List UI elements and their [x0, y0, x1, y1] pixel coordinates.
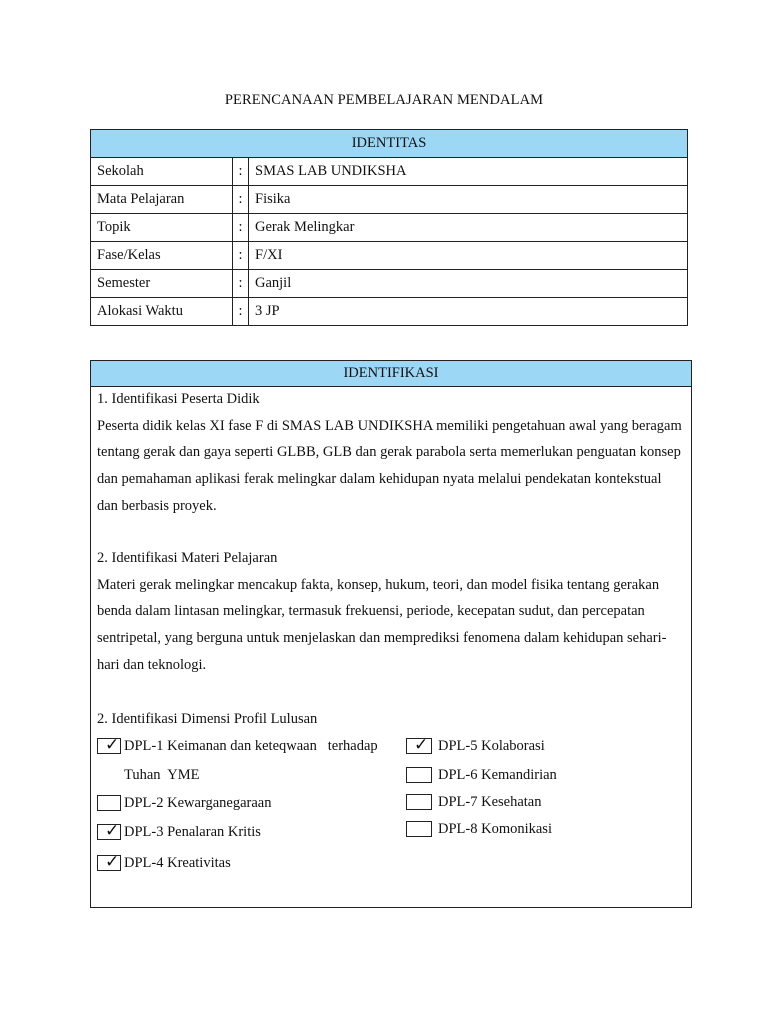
materi-text: Materi gerak melingkar mencakup fakta, konsep, hukum, teori, dan model fisika tentang gerakan benda dalam lintasan melingkar, termasuk frekuensi, periode, kecepatan sudut, dan percepatan sentripetal, yang berguna untuk menjelaskan dan memprediksi fenomena dalam kehidupan sehari-hari dan teknologi. — [97, 576, 667, 673]
dpl-1-label-line2: Tuhan YME — [124, 767, 200, 783]
dimensi-section — [97, 706, 685, 733]
dpl-8-label: DPL-8 Komonikasi — [438, 821, 552, 837]
dpl-item-2 — [97, 794, 272, 812]
check-icon: ✓ — [105, 821, 120, 840]
check-icon: ✓ — [414, 735, 429, 754]
table-row — [91, 298, 688, 326]
identitas-header: IDENTITAS — [91, 130, 688, 158]
dpl-item-4 — [97, 854, 231, 872]
row-label: Sekolah — [91, 158, 233, 186]
dpl-2-checkbox[interactable] — [97, 795, 121, 811]
dpl-item-1 — [97, 737, 378, 784]
row-label: Mata Pelajaran — [91, 186, 233, 214]
page-title: PERENCANAAN PEMBELAJARAN MENDALAM — [224, 92, 544, 108]
dpl-7-checkbox[interactable] — [406, 794, 432, 810]
dpl-item-5 — [406, 737, 545, 755]
row-label: Semester — [91, 270, 233, 298]
table-row — [91, 214, 688, 242]
row-separator: : — [233, 214, 249, 242]
row-value: Ganjil — [249, 270, 688, 298]
row-value: F/XI — [249, 242, 688, 270]
row-value: 3 JP — [249, 298, 688, 326]
materi-section — [97, 545, 685, 679]
table-row — [91, 242, 688, 270]
dpl-8-checkbox[interactable] — [406, 821, 432, 837]
dpl-5-checkbox[interactable] — [406, 735, 432, 754]
row-value: SMAS LAB UNDIKSHA — [249, 158, 688, 186]
table-row — [91, 270, 688, 298]
identifikasi-box — [90, 360, 692, 908]
dpl-2-label: DPL-2 Kewarganegaraan — [124, 795, 272, 811]
dpl-item-8 — [406, 820, 552, 838]
dpl-1-label: DPL-1 Keimanan dan keteqwaan terhadap — [124, 738, 378, 754]
dpl-6-checkbox[interactable] — [406, 767, 432, 783]
row-separator: : — [233, 242, 249, 270]
table-row — [91, 186, 688, 214]
row-separator: : — [233, 186, 249, 214]
dpl-3-label: DPL-3 Penalaran Kritis — [124, 824, 261, 840]
check-icon: ✓ — [105, 852, 120, 871]
dpl-4-label: DPL-4 Kreativitas — [124, 855, 231, 871]
dpl-1-checkbox[interactable] — [97, 735, 121, 754]
dpl-6-label: DPL-6 Kemandirian — [438, 767, 557, 783]
dpl-3-checkbox[interactable] — [97, 821, 121, 840]
peserta-heading: 1. Identifikasi Peserta Didik — [97, 391, 260, 407]
dpl-item-6 — [406, 766, 557, 784]
row-label: Alokasi Waktu — [91, 298, 233, 326]
dimensi-heading: 2. Identifikasi Dimensi Profil Lulusan — [97, 711, 318, 727]
dpl-item-7 — [406, 793, 541, 811]
check-icon: ✓ — [105, 735, 120, 754]
table-row — [91, 158, 688, 186]
row-value: Gerak Melingkar — [249, 214, 688, 242]
row-value: Fisika — [249, 186, 688, 214]
peserta-section — [97, 386, 685, 520]
row-label: Topik — [91, 214, 233, 242]
dpl-5-label: DPL-5 Kolaborasi — [438, 738, 545, 754]
identifikasi-header: IDENTIFIKASI — [91, 361, 691, 387]
dpl-7-label: DPL-7 Kesehatan — [438, 794, 542, 810]
dpl-4-checkbox[interactable] — [97, 852, 121, 871]
dpl-item-3 — [97, 823, 261, 841]
identitas-table — [90, 129, 688, 326]
materi-heading: 2. Identifikasi Materi Pelajaran — [97, 550, 278, 566]
row-label: Fase/Kelas — [91, 242, 233, 270]
peserta-text: Peserta didik kelas XI fase F di SMAS LAB UNDIKSHA memiliki pengetahuan awal yang beragam tentang gerak dan gaya seperti GLBB, GLB dan gerak parabola serta memerlukan penguatan konsep dan pemahaman aplikasi ferak melingkar dalam kehidupan nyata melalui pendekatan kontekstual dan berbasis proyek. — [97, 417, 682, 514]
row-separator: : — [233, 270, 249, 298]
row-separator: : — [233, 298, 249, 326]
row-separator: : — [233, 158, 249, 186]
